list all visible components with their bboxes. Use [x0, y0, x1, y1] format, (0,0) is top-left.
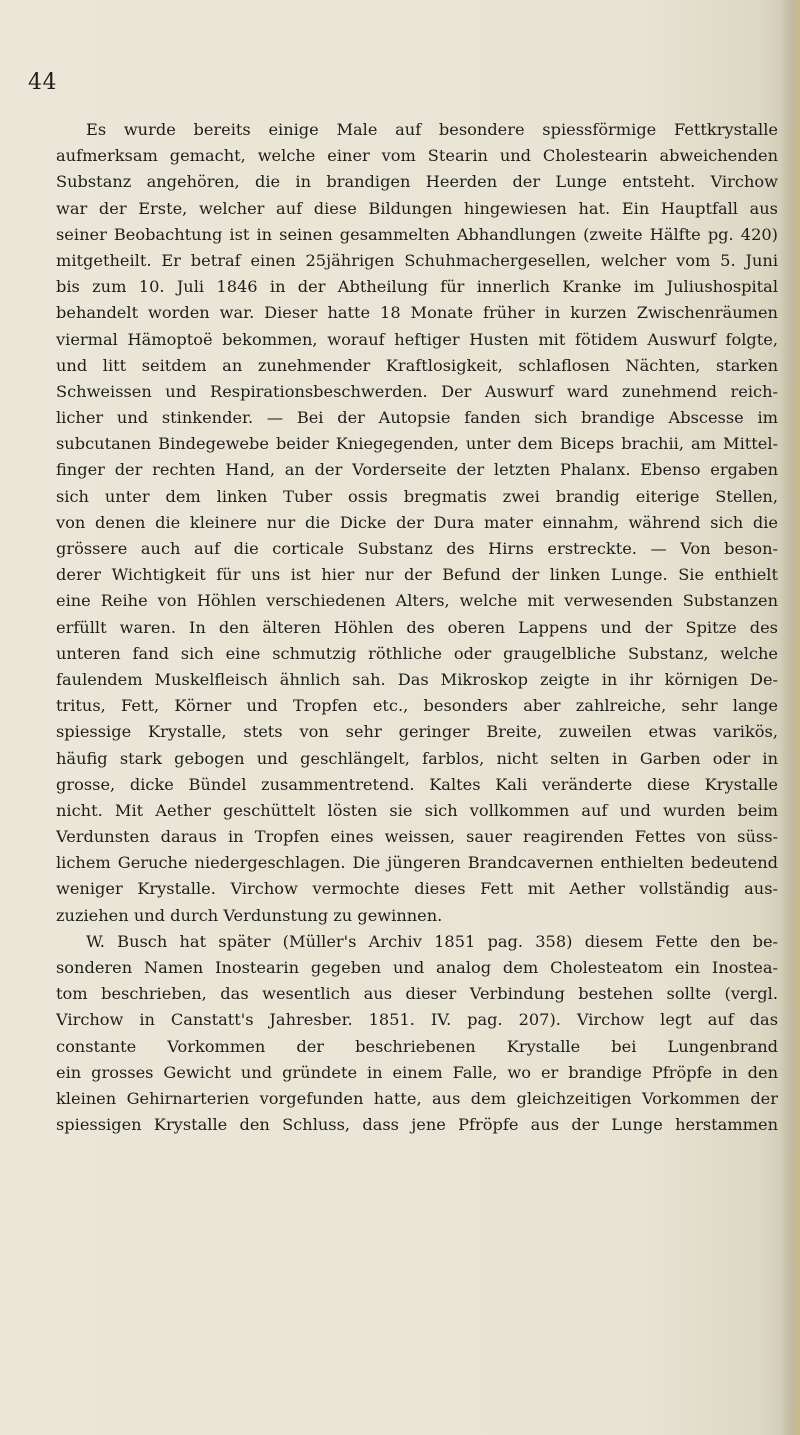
text-line: aufmerksam gemacht, welche einer vom Stearin und Cholestearin abweichenden — [56, 146, 778, 166]
text-line: kleinen Gehirnarterien vorgefunden hatte, aus dem gleichzeitigen Vorkommen der — [56, 1088, 778, 1108]
text-line: sonderen Namen Inostearin gegeben und analog dem Cholesteatom ein Inostea- — [56, 958, 778, 977]
text-line: sich unter dem linken Tuber ossis bregmatis zwei brandig eiterige Stellen, — [56, 486, 778, 506]
text-line: tritus, Fett, Körner und Tropfen etc., besonders aber zahlreiche, sehr lange — [56, 696, 778, 716]
text-line: constante Vorkommen der beschriebenen Krystalle bei Lungenbrand — [56, 1036, 778, 1056]
text-line: weniger Krystalle. Virchow vermochte dieses Fett mit Aether vollständig aus- — [56, 879, 778, 899]
text-line: erfüllt waren. In den älteren Höhlen des oberen Lappens und der Spitze des — [56, 617, 778, 637]
text-line: licher und stinkender. — Bei der Autopsie fanden sich brandige Abscesse im — [56, 408, 778, 428]
page-edge-shadow — [780, 0, 800, 1435]
text-line: war der Erste, welcher auf diese Bildungen hingewiesen hat. Ein Hauptfall aus — [56, 198, 778, 218]
body-text — [56, 117, 778, 1138]
text-line: seiner Beobachtung ist in seinen gesammelten Abhandlungen (zweite Hälfte pg. 420) — [56, 224, 778, 244]
text-line: faulendem Muskelfleisch ähnlich sah. Das Mikroskop zeigte in ihr körnigen De- — [56, 669, 778, 689]
text-line: subcutanen Bindegewebe beider Kniegegenden, unter dem Biceps brachii, am Mittel- — [56, 434, 778, 454]
text-line: Virchow in Canstatt's Jahresber. 1851. IV. pag. 207). Virchow legt auf das — [56, 1010, 778, 1030]
text-line: unteren fand sich eine schmutzig röthliche oder graugelbliche Substanz, welche — [56, 643, 778, 663]
text-line: spiessige Krystalle, stets von sehr geringer Breite, zuweilen etwas varikös, — [56, 722, 778, 742]
text-line: eine Reihe von Höhlen verschiedenen Alters, welche mit verwesenden Substanzen — [56, 591, 778, 611]
text-line: Schweissen und Respirationsbeschwerden. Der Auswurf ward zunehmend reich- — [56, 381, 778, 401]
text-line: nicht. Mit Aether geschüttelt lösten sie sich vollkommen auf und wurden beim — [56, 800, 778, 820]
text-line: zuziehen und durch Verdunstung zu gewinnen. — [56, 905, 443, 925]
text-line: behandelt worden war. Dieser hatte 18 Monate früher in kurzen Zwischenräumen — [56, 303, 778, 323]
text-line: häufig stark gebogen und geschlängelt, farblos, nicht selten in Garben oder in — [56, 748, 778, 768]
text-line: Substanz angehören, die in brandigen Heerden der Lunge entsteht. Virchow — [56, 172, 778, 192]
text-line: viermal Hämoptoë bekommen, worauf heftiger Husten mit fötidem Auswurf folgte, — [56, 329, 778, 349]
text-line: und litt seitdem an zunehmender Kraftlosigkeit, schlaflosen Nächten, starken — [56, 355, 778, 375]
text-line: spiessigen Krystalle den Schluss, dass jene Pfröpfe aus der Lunge herstammen — [56, 1115, 778, 1135]
text-line: ein grosses Gewicht und gründete in einem Falle, wo er brandige Pfröpfe in den — [56, 1062, 778, 1082]
text-line: Es wurde bereits einige Male auf besondere spiessförmige Fettkrystalle — [86, 120, 778, 139]
text-line: grosse, dicke Bündel zusammentretend. Kaltes Kali veränderte diese Krystalle — [56, 774, 778, 794]
text-line: derer Wichtigkeit für uns ist hier nur der Befund der linken Lunge. Sie enthielt — [56, 565, 778, 585]
page-number: 44 — [28, 70, 57, 95]
text-line: von denen die kleinere nur die Dicke der Dura mater einnahm, während sich die — [56, 512, 778, 532]
text-line: Verdunsten daraus in Tropfen eines weissen, sauer reagirenden Fettes von süss- — [56, 827, 778, 847]
text-line: mitgetheilt. Er betraf einen 25jährigen Schuhmachergesellen, welcher vom 5. Juni — [56, 250, 778, 270]
text-line: W. Busch hat später (Müller's Archiv 1851 pag. 358) diesem Fette den be- — [86, 931, 778, 951]
text-line: bis zum 10. Juli 1846 in der Abtheilung für innerlich Kranke im Juliushospital — [56, 277, 778, 297]
text-line: tom beschrieben, das wesentlich aus dieser Verbindung bestehen sollte (vergl. — [56, 984, 778, 1004]
text-line: finger der rechten Hand, an der Vorderseite der letzten Phalanx. Ebenso ergaben — [56, 460, 778, 480]
text-line: grössere auch auf die corticale Substanz des Hirns erstreckte. — Von beson- — [56, 539, 778, 558]
text-line: lichem Geruche niedergeschlagen. Die jüngeren Brandcavernen enthielten bedeutend — [56, 853, 778, 873]
